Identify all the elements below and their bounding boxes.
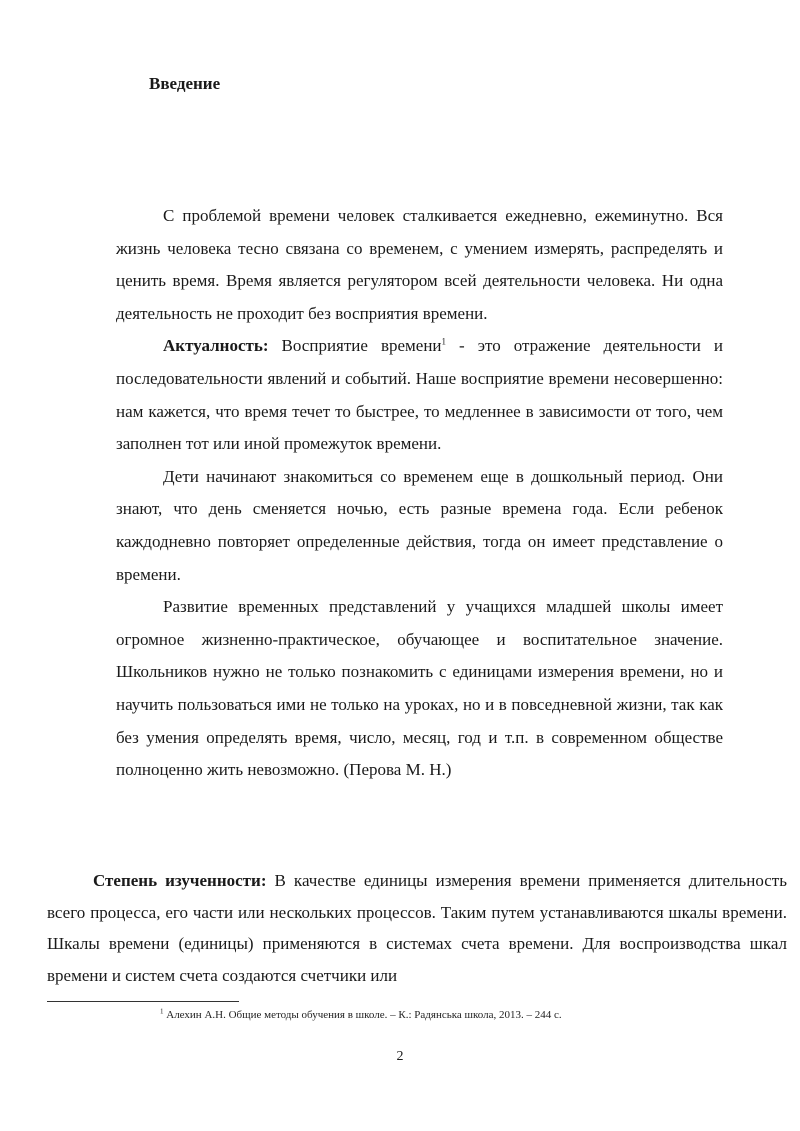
footnote-divider <box>47 1001 239 1002</box>
text-block-indented <box>116 200 723 787</box>
study-degree-label: Степень изученности: <box>93 871 267 890</box>
paragraph-study-degree <box>47 865 787 991</box>
relevance-text-b: - это отражение деятельности и последовательности явлений и событий. Наше восприятие времени несовершенно: нам кажется, что время течет то быстрее, то медленнее в зависимости от того, чем заполнен тот или иной промежуток времени. <box>116 336 723 454</box>
relevance-text-a: Восприятие времени <box>268 336 442 356</box>
page-number: 2 <box>396 1049 404 1064</box>
paragraph-development: Развитие временных представлений у учащихся младшей школы имеет огромное жизненно-практическое, обучающее и воспитательное значение. Школьников нужно не только познакомить с единицами измерения времени, но и научить пользоваться ими не только на уроках, но и в повседневной жизни, так как без умения определять время, число, месяц, год и т.п. в современном обществе полноценно жить невозможно. (Перова М. Н.) <box>116 597 723 780</box>
footnote-text: Алехин А.Н. Общие методы обучения в школе. – К.: Радянська школа, 2013. – 244 с. <box>163 1009 562 1021</box>
footnote <box>160 1009 562 1021</box>
study-degree-text: В качестве единицы измерения времени применяется длительность всего процесса, его части или нескольких процессов. Таким путем устанавливаются шкалы времени. Шкалы времени (единицы) применяются в системах счета времени. Для воспроизводства шкал времени и систем счета создаются счетчики или <box>47 871 787 985</box>
section-heading: Введение <box>149 74 221 93</box>
text-block-wide <box>47 865 787 991</box>
paragraph-relevance <box>116 330 723 460</box>
paragraph-children: Дети начинают знакомиться со временем еще в дошкольный период. Они знают, что день сменяется ночью, есть разные времена года. Если ребенок каждодневно повторяет определенные действия, тогда он имеет представление о времени. <box>116 466 723 584</box>
footnote-reference[interactable]: 1 <box>441 336 447 347</box>
footnote-number: 1 <box>160 1007 164 1016</box>
relevance-label: Актуалность: <box>163 336 269 356</box>
paragraph-intro: С проблемой времени человек сталкивается ежедневно, ежеминутно. Вся жизнь человека тесно связана со временем, с умением измерять, распределять и ценить время. Время является регулятором всей деятельности человека. Ни одна деятельность не проходит без восприятия времени. <box>116 206 723 323</box>
